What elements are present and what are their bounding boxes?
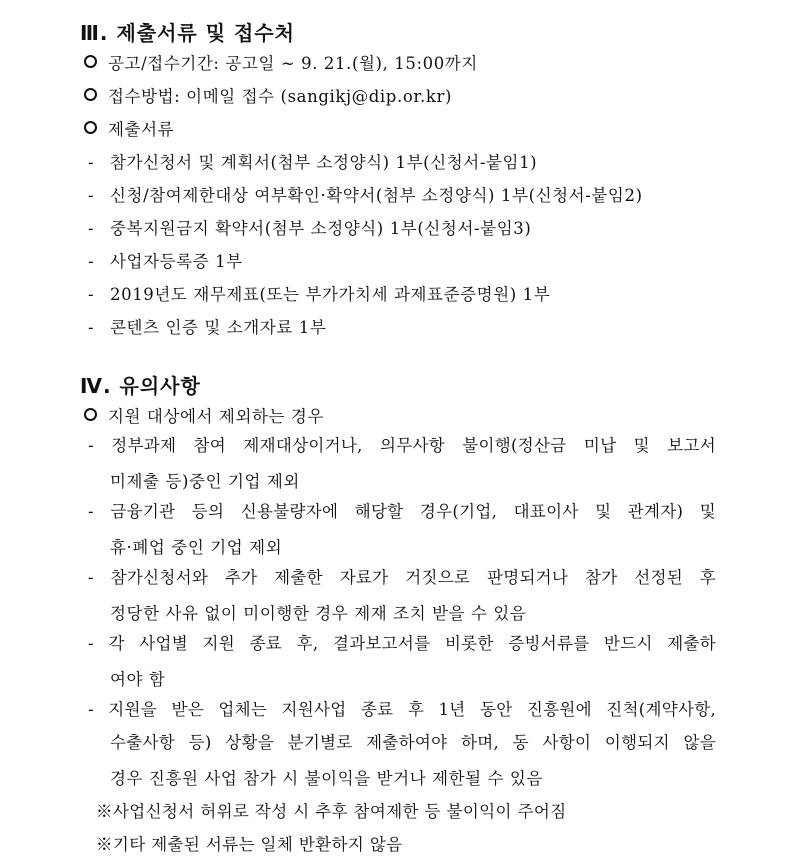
- doc-item: - 콘텐츠 인증 및 소개자료 1부: [88, 318, 327, 337]
- notice-line: 수출사항 등) 상황을 분기별로 제출하여야 하며, 동 사항이 이행되지 않을: [110, 733, 716, 752]
- footnote: ※사업신청서 허위로 작성 시 추후 참여제한 등 불이익이 주어짐: [96, 802, 567, 821]
- circle-bullet-icon: [84, 121, 97, 134]
- notice-line: 정당한 사유 없이 미이행한 경우 제재 조치 받을 수 있음: [110, 604, 527, 623]
- exclusion-heading: 지원 대상에서 제외하는 경우: [108, 407, 325, 426]
- notice-item: [88, 561, 716, 594]
- notice-line: 휴·폐업 중인 기업 제외: [110, 538, 283, 557]
- notice-line: 미제출 등)중인 기업 제외: [110, 472, 300, 491]
- notice-line: 경우 진흥원 사업 참가 시 불이익을 받거나 제한될 수 있음: [110, 769, 544, 788]
- bullet-method: [84, 83, 452, 107]
- notice-line: 여야 함: [110, 670, 166, 689]
- notice-item: [88, 627, 716, 660]
- circle-bullet-icon: [84, 408, 97, 421]
- doc-item: - 2019년도 재무제표(또는 부가가치세 과제표준증명원) 1부: [88, 285, 551, 304]
- documents-heading: 제출서류: [108, 120, 175, 139]
- notice-line: - 지원을 받은 업체는 지원사업 종료 후 1년 동안 진흥원에 진척(계약사항,: [88, 700, 716, 719]
- notice-item-cont: [110, 726, 716, 759]
- period-text: 공고/접수기간: 공고일 ~ 9. 21.(월), 15:00까지: [108, 54, 478, 73]
- method-text: 접수방법: 이메일 접수 (sangikj@dip.or.kr): [108, 87, 452, 106]
- notice-line: - 각 사업별 지원 종료 후, 결과보고서를 비롯한 증빙서류를 반드시 제출하: [88, 634, 716, 653]
- doc-item: - 신청/참여제한대상 여부확인·확약서(첨부 소정양식) 1부(신청서-붙임2): [88, 186, 643, 205]
- bullet-exclusion: [84, 403, 324, 427]
- doc-item-text: 사업자등록증 1부: [110, 252, 243, 271]
- notice-item: [88, 495, 716, 528]
- doc-item-text: 신청/참여제한대상 여부확인·확약서(첨부 소정양식) 1부(신청서-붙임2): [110, 186, 643, 205]
- notice-line: - 금융기관 등의 신용불량자에 해당할 경우(기업, 대표이사 및 관계자) 및: [88, 502, 716, 521]
- notice-line: - 정부과제 참여 제재대상이거나, 의무사항 불이행(정산금 미납 및 보고서: [88, 436, 716, 455]
- footnote: ※기타 제출된 서류는 일체 반환하지 않음: [96, 835, 403, 854]
- section-4-title: Ⅳ. 유의사항: [80, 374, 201, 398]
- notice-item: [88, 429, 716, 462]
- circle-bullet-icon: [84, 88, 97, 101]
- doc-item-text: 콘텐츠 인증 및 소개자료 1부: [110, 318, 327, 337]
- bullet-documents: [84, 116, 174, 140]
- doc-item-text: 중복지원금지 확약서(첨부 소정양식) 1부(신청서-붙임3): [110, 219, 532, 238]
- doc-item: - 사업자등록증 1부: [88, 252, 243, 271]
- doc-item: - 참가신청서 및 계획서(첨부 소정양식) 1부(신청서-붙임1): [88, 153, 538, 172]
- bullet-period: [84, 50, 478, 74]
- doc-item-text: 참가신청서 및 계획서(첨부 소정양식) 1부(신청서-붙임1): [110, 153, 538, 172]
- notice-item: [88, 693, 716, 726]
- circle-bullet-icon: [84, 55, 97, 68]
- doc-item-text: 2019년도 재무제표(또는 부가가치세 과제표준증명원) 1부: [110, 285, 551, 304]
- notice-line: - 참가신청서와 추가 제출한 자료가 거짓으로 판명되거나 참가 선정된 후: [88, 568, 716, 587]
- section-3-title: Ⅲ. 제출서류 및 접수처: [80, 21, 295, 45]
- doc-item: - 중복지원금지 확약서(첨부 소정양식) 1부(신청서-붙임3): [88, 219, 532, 238]
